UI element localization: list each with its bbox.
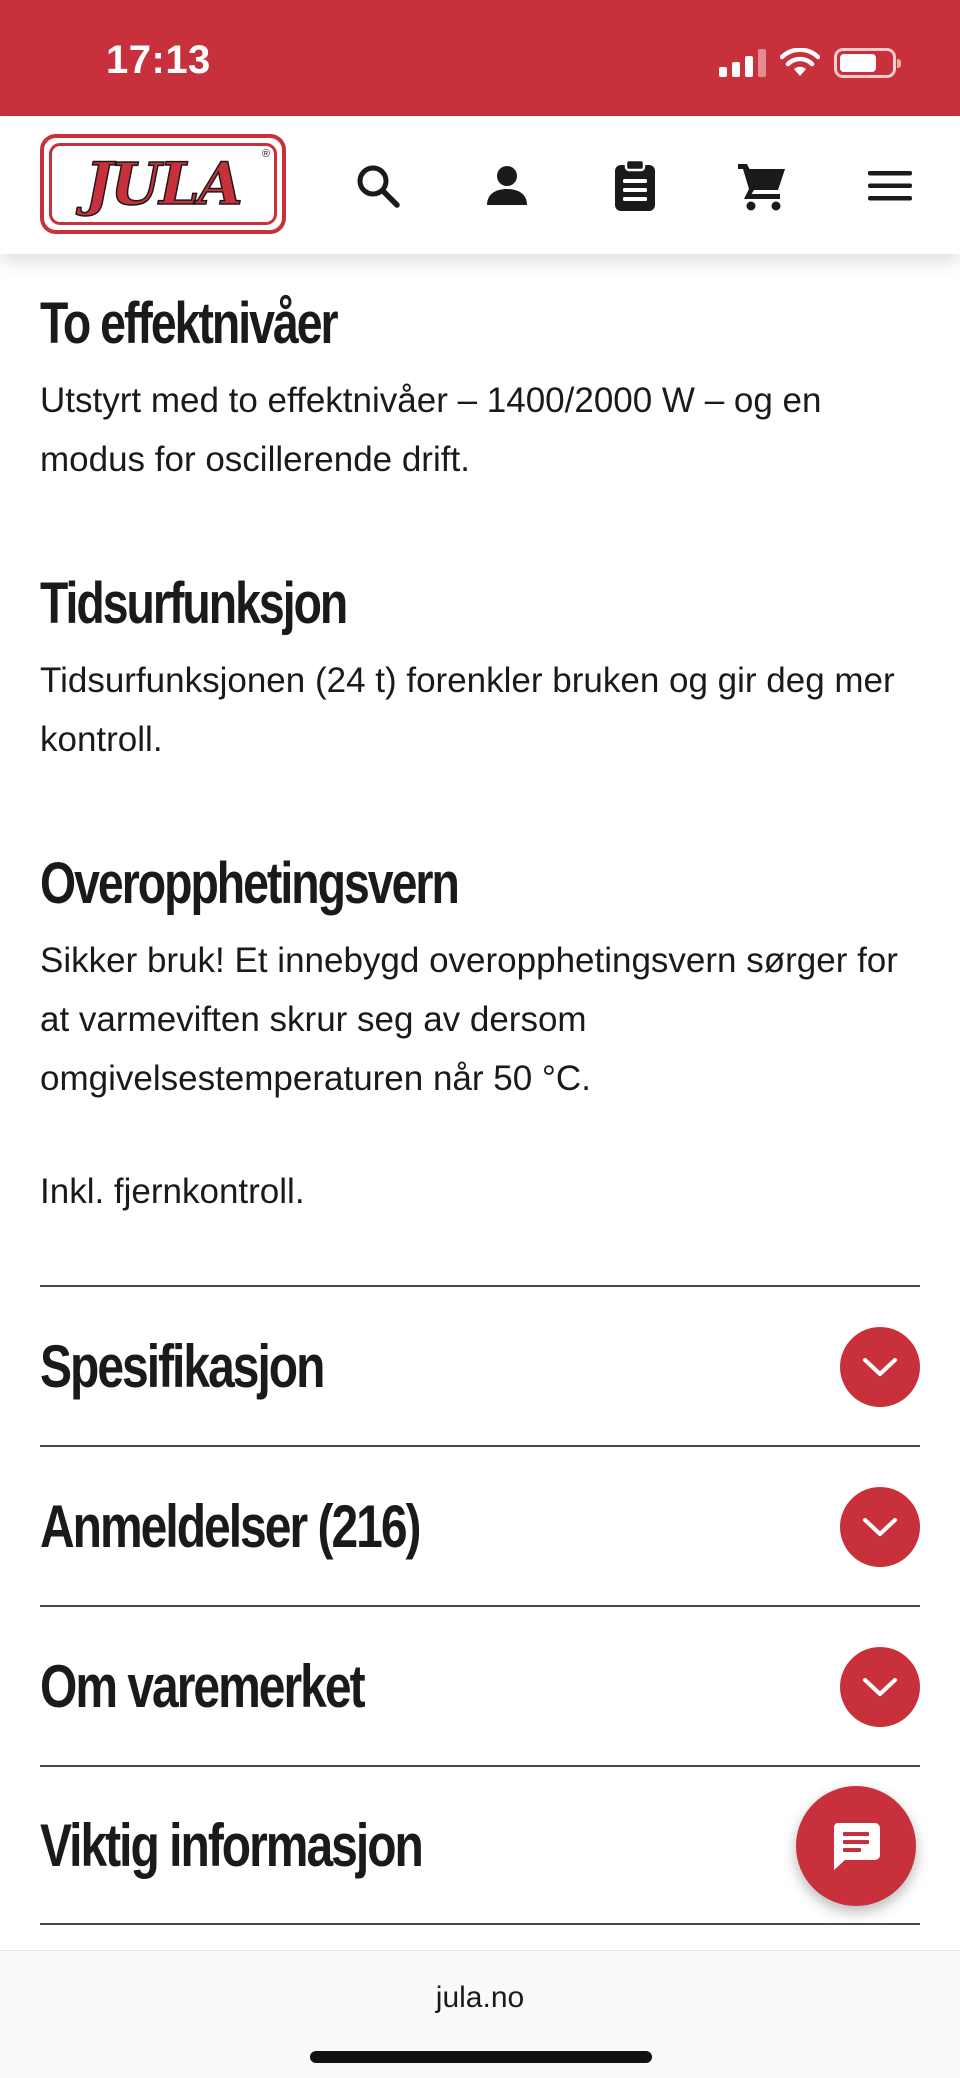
home-indicator[interactable] bbox=[310, 2051, 652, 2063]
feature-title: Tidsurfunksjon bbox=[40, 571, 347, 636]
feature-text: Tidsurfunksjonen (24 t) forenkler bruken og gir deg mer kontroll. bbox=[40, 661, 895, 759]
account-button[interactable] bbox=[477, 156, 537, 216]
feature-title: Overopphetingsvern bbox=[40, 851, 458, 916]
menu-button[interactable] bbox=[860, 156, 920, 216]
logo-text: JULA bbox=[85, 150, 241, 218]
feature-block bbox=[40, 850, 920, 1108]
feature-block bbox=[40, 290, 920, 489]
chevron-down-icon bbox=[860, 1675, 900, 1699]
cart-button[interactable] bbox=[732, 156, 792, 216]
status-bar bbox=[0, 0, 960, 116]
chat-icon bbox=[829, 1819, 883, 1873]
shopping-list-button[interactable] bbox=[605, 156, 665, 216]
accordion-spesifikasjon[interactable] bbox=[40, 1285, 920, 1445]
url-text[interactable]: jula.no bbox=[435, 1981, 525, 2014]
chat-button[interactable] bbox=[796, 1786, 916, 1906]
expand-button[interactable] bbox=[840, 1327, 920, 1407]
site-header bbox=[0, 116, 960, 254]
account-icon bbox=[484, 163, 530, 209]
browser-address-bar[interactable] bbox=[0, 1950, 960, 2078]
chevron-down-icon bbox=[860, 1355, 900, 1379]
clipboard-list-icon bbox=[613, 159, 657, 213]
battery-icon bbox=[834, 48, 896, 78]
status-time: 17:13 bbox=[106, 38, 211, 82]
search-icon bbox=[354, 162, 402, 210]
status-icons bbox=[719, 46, 896, 80]
feature-text: Utstyrt med to effektnivåer – 1400/2000 W – og en modus for oscillerende drift. bbox=[40, 381, 822, 479]
chevron-down-icon bbox=[860, 1515, 900, 1539]
product-info-accordion bbox=[40, 1285, 920, 1925]
expand-button[interactable] bbox=[840, 1487, 920, 1567]
cart-icon bbox=[736, 160, 788, 212]
hamburger-menu-icon bbox=[866, 166, 914, 206]
jula-logo[interactable] bbox=[40, 134, 286, 234]
expand-button[interactable] bbox=[840, 1647, 920, 1727]
cellular-signal-icon bbox=[719, 49, 766, 77]
accordion-label: Viktig informasjon bbox=[40, 1811, 422, 1879]
included-note: Inkl. fjernkontroll. bbox=[40, 1172, 305, 1211]
feature-block bbox=[40, 570, 920, 769]
accordion-label: Spesifikasjon bbox=[40, 1332, 324, 1400]
search-button[interactable] bbox=[348, 156, 408, 216]
accordion-label: Anmeldelser (216) bbox=[40, 1492, 420, 1560]
feature-title: To effektnivåer bbox=[40, 291, 337, 356]
accordion-label: Om varemerket bbox=[40, 1652, 364, 1720]
accordion-viktig-informasjon[interactable] bbox=[40, 1765, 920, 1925]
feature-text: Sikker bruk! Et innebygd overopphetingsvern sørger for at varmeviften skrur seg av dersom omgivelsestemperaturen når 50 °C. bbox=[40, 941, 898, 1098]
accordion-om-varemerket[interactable] bbox=[40, 1605, 920, 1765]
wifi-icon bbox=[780, 48, 820, 78]
accordion-anmeldelser[interactable] bbox=[40, 1445, 920, 1605]
logo-registered-mark: ® bbox=[261, 148, 270, 160]
